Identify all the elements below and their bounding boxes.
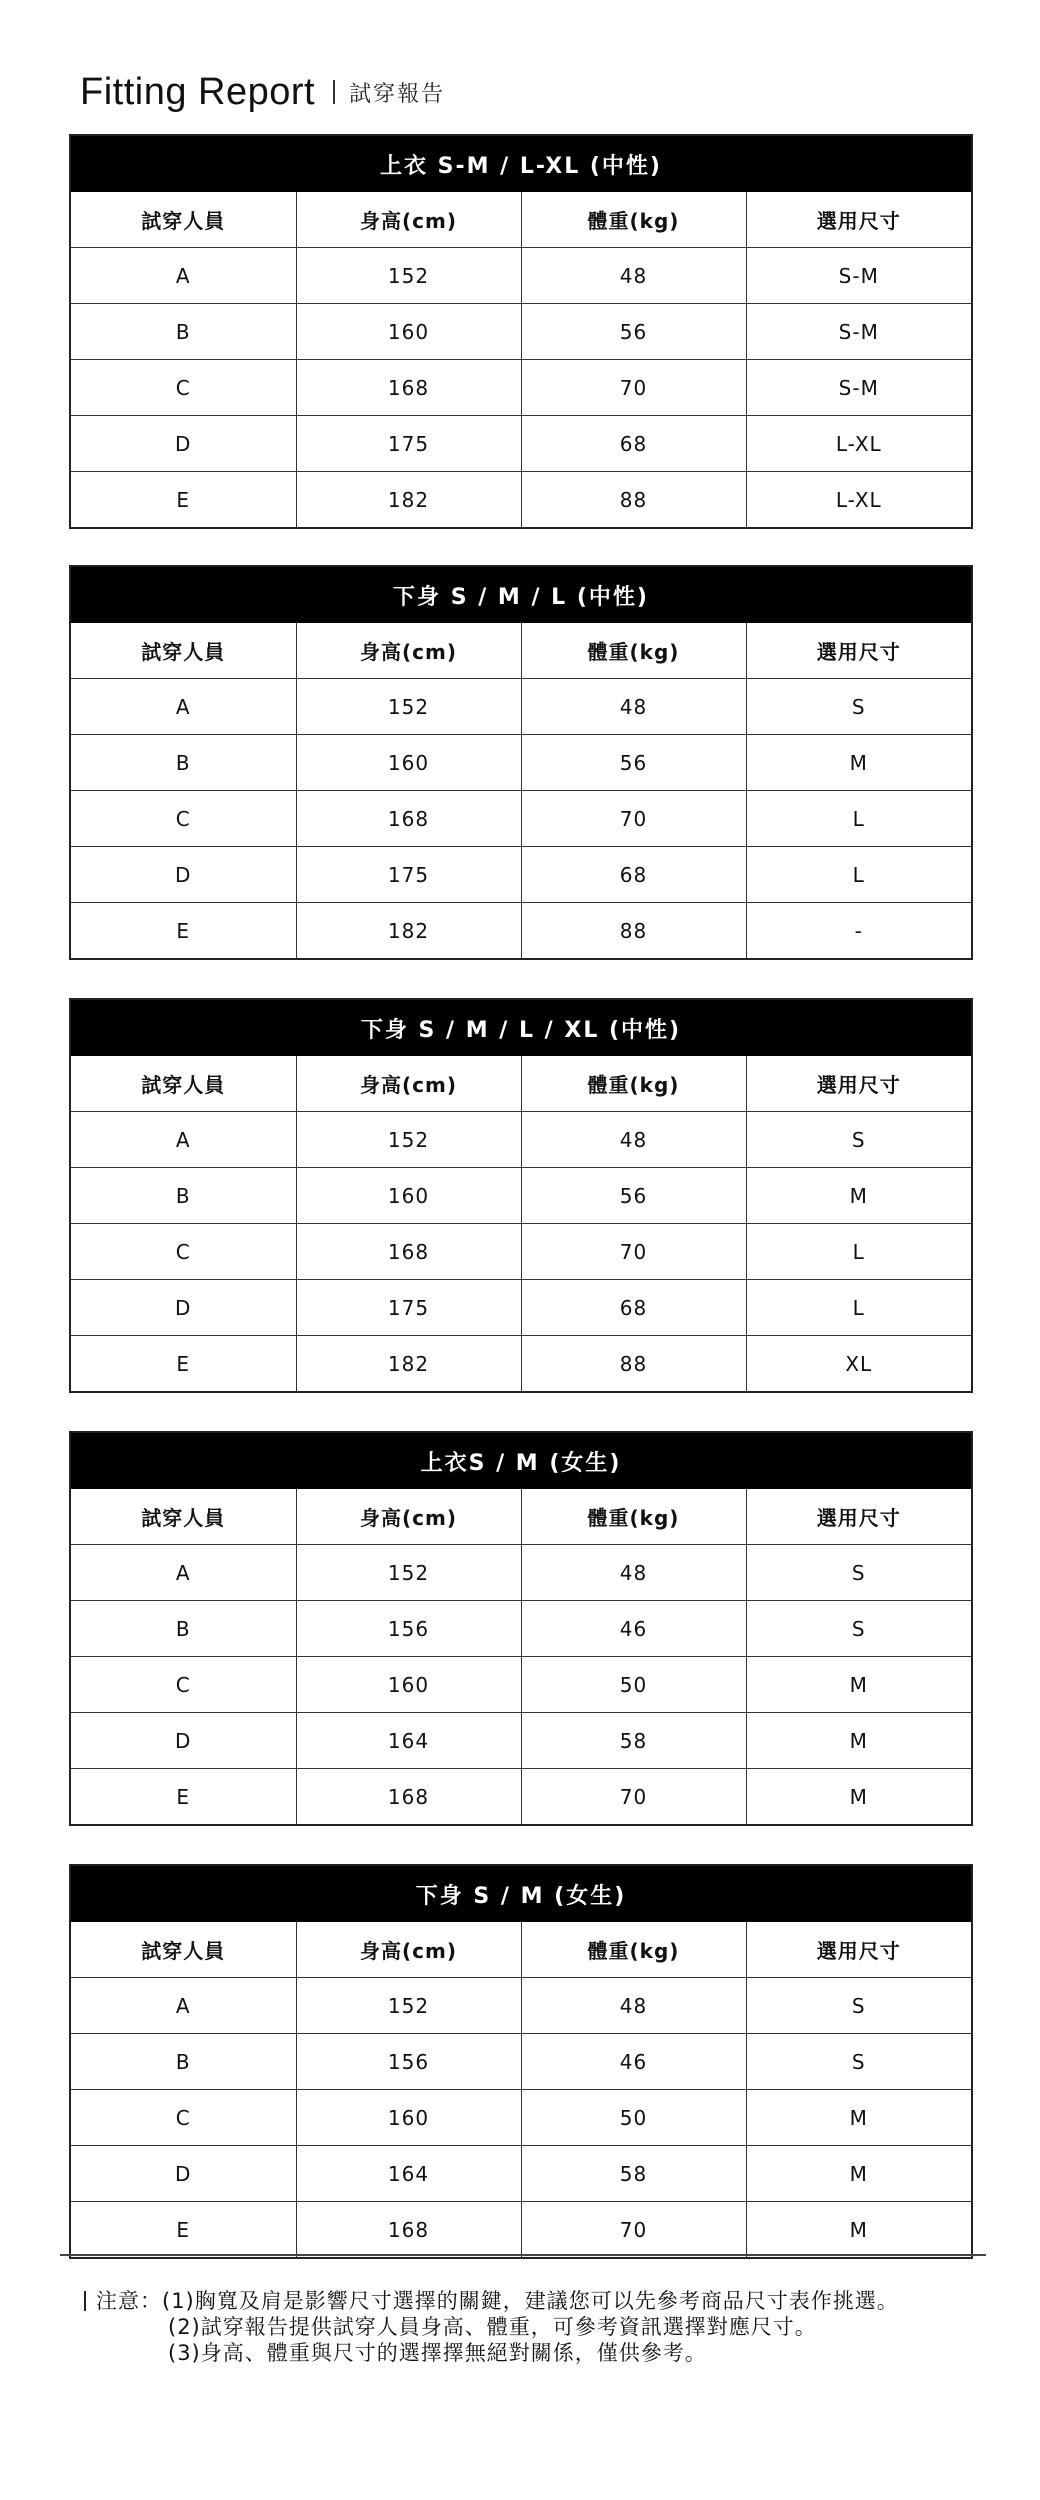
column-header: 選用尺寸 <box>746 1922 971 1978</box>
notes-divider <box>60 2254 986 2256</box>
table-cell: B <box>71 1168 296 1224</box>
table-cell: C <box>71 791 296 847</box>
table-row <box>71 1769 971 1825</box>
table-row <box>71 1978 971 2034</box>
table-cell: 48 <box>521 1545 746 1601</box>
table-row <box>71 1336 971 1392</box>
table-row <box>71 1713 971 1769</box>
table-row <box>71 472 971 528</box>
table-cell: 58 <box>521 1713 746 1769</box>
table-row <box>71 1112 971 1168</box>
table-cell: 88 <box>521 903 746 959</box>
table-cell: S <box>746 1978 971 2034</box>
table-cell: M <box>746 1769 971 1825</box>
table-row <box>71 791 971 847</box>
table-cell: A <box>71 1545 296 1601</box>
table-cell: 50 <box>521 1657 746 1713</box>
table-cell: 152 <box>296 1545 521 1601</box>
table-cell: 156 <box>296 2034 521 2090</box>
note-item-2: (2)試穿報告提供試穿人員身高、體重，可參考資訊選擇對應尺寸。 <box>168 2315 817 2339</box>
table-cell: B <box>71 1601 296 1657</box>
table-cell: C <box>71 2090 296 2146</box>
column-header: 身高(cm) <box>296 1922 521 1978</box>
table-row <box>71 903 971 959</box>
note-line-3 <box>84 2340 899 2366</box>
size-table-section <box>69 1431 973 1826</box>
table-cell: 164 <box>296 1713 521 1769</box>
table-cell: 48 <box>521 1978 746 2034</box>
table-cell: C <box>71 360 296 416</box>
table-cell: E <box>71 1769 296 1825</box>
column-header: 選用尺寸 <box>746 623 971 679</box>
fitting-table <box>71 192 971 527</box>
table-cell: 175 <box>296 847 521 903</box>
table-cell: 160 <box>296 1657 521 1713</box>
size-table-section <box>69 134 973 529</box>
table-cell: 152 <box>296 248 521 304</box>
column-header: 試穿人員 <box>71 192 296 248</box>
table-cell: - <box>746 903 971 959</box>
section-caption: 上衣 S-M / L-XL (中性) <box>71 136 971 192</box>
table-cell: 152 <box>296 1978 521 2034</box>
table-row <box>71 416 971 472</box>
table-cell: E <box>71 472 296 528</box>
size-table-section <box>69 1864 973 2259</box>
fitting-table <box>71 1922 971 2257</box>
table-cell: 68 <box>521 847 746 903</box>
column-header: 試穿人員 <box>71 1489 296 1545</box>
column-header: 體重(kg) <box>521 1489 746 1545</box>
table-row <box>71 360 971 416</box>
table-cell: 182 <box>296 1336 521 1392</box>
table-cell: 70 <box>521 360 746 416</box>
table-header-row <box>71 192 971 248</box>
note-line-2 <box>84 2314 899 2340</box>
table-cell: 156 <box>296 1601 521 1657</box>
table-cell: M <box>746 2202 971 2258</box>
table-cell: 168 <box>296 791 521 847</box>
table-cell: S <box>746 2034 971 2090</box>
table-cell: D <box>71 1280 296 1336</box>
table-row <box>71 847 971 903</box>
table-header-row <box>71 1489 971 1545</box>
table-cell: A <box>71 1112 296 1168</box>
table-cell: 46 <box>521 2034 746 2090</box>
table-cell: S-M <box>746 248 971 304</box>
table-header-row <box>71 1056 971 1112</box>
table-header-row <box>71 623 971 679</box>
table-cell: A <box>71 679 296 735</box>
column-header: 身高(cm) <box>296 192 521 248</box>
table-cell: 152 <box>296 679 521 735</box>
table-cell: A <box>71 248 296 304</box>
page-subtitle: 試穿報告 <box>349 81 446 107</box>
fitting-table <box>71 623 971 958</box>
table-cell: L <box>746 1280 971 1336</box>
table-cell: A <box>71 1978 296 2034</box>
section-caption: 下身 S / M (女生) <box>71 1866 971 1922</box>
table-cell: 88 <box>521 1336 746 1392</box>
column-header: 選用尺寸 <box>746 192 971 248</box>
column-header: 身高(cm) <box>296 1056 521 1112</box>
table-cell: 160 <box>296 1168 521 1224</box>
column-header: 選用尺寸 <box>746 1056 971 1112</box>
title-divider <box>333 80 335 104</box>
table-cell: 152 <box>296 1112 521 1168</box>
table-cell: 168 <box>296 360 521 416</box>
table-row <box>71 2202 971 2258</box>
table-cell: B <box>71 2034 296 2090</box>
table-row <box>71 248 971 304</box>
note-line-1 <box>84 2288 899 2314</box>
fitting-table <box>71 1056 971 1391</box>
table-cell: L-XL <box>746 416 971 472</box>
notes-block <box>84 2288 899 2366</box>
size-table-section <box>69 998 973 1393</box>
table-row <box>71 679 971 735</box>
table-cell: 70 <box>521 1224 746 1280</box>
table-cell: B <box>71 304 296 360</box>
table-row <box>71 2034 971 2090</box>
table-cell: 160 <box>296 304 521 360</box>
table-cell: E <box>71 903 296 959</box>
fitting-table <box>71 1489 971 1824</box>
note-mark <box>84 2291 86 2311</box>
table-cell: L-XL <box>746 472 971 528</box>
table-cell: D <box>71 416 296 472</box>
table-cell: 56 <box>521 304 746 360</box>
table-row <box>71 1280 971 1336</box>
size-table-section <box>69 565 973 960</box>
table-row <box>71 1601 971 1657</box>
column-header: 選用尺寸 <box>746 1489 971 1545</box>
table-cell: 164 <box>296 2146 521 2202</box>
table-cell: 168 <box>296 2202 521 2258</box>
table-cell: 88 <box>521 472 746 528</box>
table-cell: 168 <box>296 1769 521 1825</box>
table-cell: D <box>71 847 296 903</box>
column-header: 體重(kg) <box>521 1056 746 1112</box>
table-cell: 56 <box>521 735 746 791</box>
table-row <box>71 2090 971 2146</box>
table-cell: 56 <box>521 1168 746 1224</box>
table-cell: 48 <box>521 1112 746 1168</box>
section-caption: 下身 S / M / L (中性) <box>71 567 971 623</box>
table-cell: M <box>746 1168 971 1224</box>
column-header: 身高(cm) <box>296 623 521 679</box>
table-cell: M <box>746 1713 971 1769</box>
column-header: 體重(kg) <box>521 623 746 679</box>
table-cell: 58 <box>521 2146 746 2202</box>
table-cell: M <box>746 1657 971 1713</box>
table-cell: S <box>746 679 971 735</box>
table-cell: 70 <box>521 791 746 847</box>
note-item-3: (3)身高、體重與尺寸的選擇擇無絕對關係，僅供參考。 <box>168 2341 707 2365</box>
table-row <box>71 2146 971 2202</box>
note-item-1: (1)胸寬及肩是影響尺寸選擇的關鍵，建議您可以先參考商品尺寸表作挑選。 <box>162 2289 899 2313</box>
table-row <box>71 1168 971 1224</box>
page-title: Fitting Report <box>80 70 316 113</box>
column-header: 試穿人員 <box>71 1056 296 1112</box>
table-cell: 160 <box>296 2090 521 2146</box>
table-cell: 46 <box>521 1601 746 1657</box>
table-cell: 182 <box>296 903 521 959</box>
table-cell: 175 <box>296 416 521 472</box>
column-header: 試穿人員 <box>71 623 296 679</box>
table-cell: 70 <box>521 2202 746 2258</box>
table-row <box>71 304 971 360</box>
table-cell: E <box>71 1336 296 1392</box>
table-cell: 182 <box>296 472 521 528</box>
section-caption: 下身 S / M / L / XL (中性) <box>71 1000 971 1056</box>
table-cell: 68 <box>521 416 746 472</box>
table-cell: 168 <box>296 1224 521 1280</box>
table-cell: L <box>746 847 971 903</box>
table-cell: 70 <box>521 1769 746 1825</box>
table-row <box>71 1657 971 1713</box>
section-caption: 上衣S / M (女生) <box>71 1433 971 1489</box>
column-header: 試穿人員 <box>71 1922 296 1978</box>
table-cell: 48 <box>521 679 746 735</box>
table-cell: S-M <box>746 360 971 416</box>
table-cell: S-M <box>746 304 971 360</box>
table-cell: M <box>746 2090 971 2146</box>
column-header: 體重(kg) <box>521 1922 746 1978</box>
table-cell: S <box>746 1601 971 1657</box>
column-header: 身高(cm) <box>296 1489 521 1545</box>
table-header-row <box>71 1922 971 1978</box>
table-cell: S <box>746 1545 971 1601</box>
table-cell: S <box>746 1112 971 1168</box>
table-cell: D <box>71 1713 296 1769</box>
table-cell: L <box>746 791 971 847</box>
table-cell: 68 <box>521 1280 746 1336</box>
table-cell: L <box>746 1224 971 1280</box>
table-cell: 50 <box>521 2090 746 2146</box>
table-row <box>71 735 971 791</box>
column-header: 體重(kg) <box>521 192 746 248</box>
table-cell: M <box>746 2146 971 2202</box>
page-header <box>80 62 445 122</box>
table-cell: 175 <box>296 1280 521 1336</box>
table-cell: 48 <box>521 248 746 304</box>
table-cell: D <box>71 2146 296 2202</box>
table-row <box>71 1545 971 1601</box>
table-cell: 160 <box>296 735 521 791</box>
table-cell: B <box>71 735 296 791</box>
table-cell: M <box>746 735 971 791</box>
table-row <box>71 1224 971 1280</box>
table-cell: E <box>71 2202 296 2258</box>
table-cell: C <box>71 1224 296 1280</box>
notes-label: 注意： <box>96 2289 162 2313</box>
table-cell: XL <box>746 1336 971 1392</box>
table-cell: C <box>71 1657 296 1713</box>
